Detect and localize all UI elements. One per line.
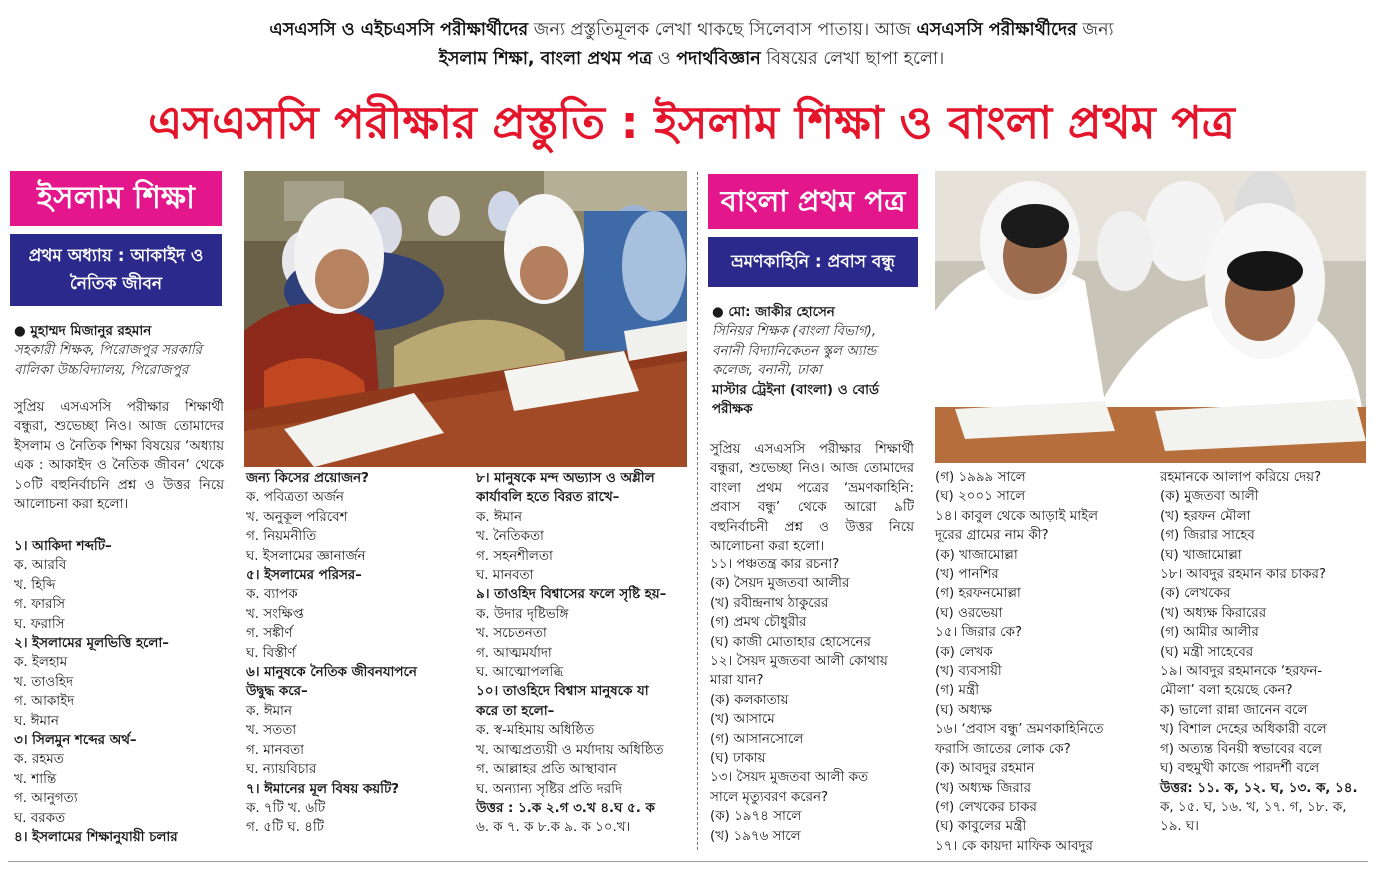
question-line: ১৯. ঘ। — [1160, 819, 1199, 835]
question-line: ক. পবিত্রতা অর্জন — [246, 490, 344, 506]
question-line: (ঘ) অধ্যক্ষ — [935, 702, 992, 718]
question-line: ঘ) বহুমুখী কাজে পারদর্শী বলে — [1160, 761, 1320, 777]
question-line: গ. নিয়মনীতি — [246, 529, 317, 545]
column-divider — [697, 172, 698, 850]
question-line: খ. অনুকূল পরিবেশ — [246, 509, 348, 525]
question-line: ১২। সৈয়দ মুজতবা আলী কোথায় — [710, 654, 888, 670]
question-line: (গ) প্রমথ চৌধুরীর — [710, 615, 807, 631]
bangla-exam-photo — [935, 171, 1366, 463]
question-line: (ঘ) ঢাকায় — [710, 751, 766, 767]
question-line: খ. সততা — [246, 723, 297, 739]
page-headline: এসএসসি পরীক্ষার প্রস্তুতি : ইসলাম শিক্ষা ও বাংলা প্রথম পত্র — [148, 96, 1235, 149]
question-line: ৩। সিলমুন শব্দের অর্থ– — [14, 733, 137, 749]
question-line: (ক) মুজতবা আলী — [1160, 489, 1259, 505]
question-line: ঘ. বরকত — [14, 810, 66, 826]
bangla-chapter-label: ভ্রমণকাহিনি : প্রবাস বন্ধু — [731, 252, 895, 272]
question-line: ক. ইলহাম — [14, 655, 68, 671]
bangla-questions-col-1 — [710, 555, 925, 846]
question-line: মৌলা’ বলা হয়েছে কেন? — [1160, 683, 1293, 699]
bangla-author-title: সিনিয়র শিক্ষক (বাংলা বিভাগ), — [712, 324, 877, 340]
question-line: ক. আরবি — [14, 558, 67, 574]
question-line: (গ) লেখকের চাকর — [935, 799, 1037, 815]
question-line: (ক) খাজামোল্লা — [935, 547, 1018, 563]
question-line: (ক) কলকাতায় — [710, 692, 789, 708]
intro-highlight: এসএসসি ও এইচএসসি পরীক্ষার্থীদের — [269, 20, 529, 40]
bangla-author-title: মাস্টার ট্রেইনা (বাংলা) ও বোর্ড — [712, 382, 879, 398]
islam-author-title: সহকারী শিক্ষক, পিরোজপুর সরকারি — [14, 343, 202, 359]
question-line: (খ) পানশির — [935, 567, 999, 583]
question-line: (খ) অধ্যক্ষ কিরারের — [1160, 605, 1267, 621]
question-line: ৫। ইসলামের পরিসর– — [246, 568, 362, 584]
intro-highlight: ইসলাম শিক্ষা, বাংলা প্রথম পত্র — [438, 49, 653, 69]
question-line: ১৯। আবদুর রহমানকে ‘হরফন- — [1160, 664, 1323, 680]
bangla-intro-paragraph — [710, 440, 914, 556]
question-line: (ক) সৈয়দ মুজতবা আলীর — [710, 576, 850, 592]
question-line: (ঘ) খাজামোল্লা — [1160, 547, 1242, 563]
islam-author-block — [14, 322, 224, 380]
question-line: ৪। ইসলামের শিক্ষানুযায়ী চলার — [14, 830, 178, 846]
question-line: ক. ব্যাপক — [246, 587, 298, 603]
question-line: গ) অত্যন্ত বিনয়ী স্বভাবের বলে — [1160, 741, 1322, 757]
question-line: (ঘ) মন্ত্রী সাহেবের — [1160, 644, 1254, 660]
bangla-author-block — [712, 303, 927, 419]
question-line: কার্যাবলি হতে বিরত রাখে– — [476, 490, 620, 506]
question-line: মারা যান? — [710, 673, 764, 689]
question-line: খ. তাওহিদ — [14, 674, 73, 690]
question-line: খ) বিশাল দেহের অধিকারী বলে — [1160, 722, 1327, 738]
question-line: (ঘ) কাবুলের মন্ত্রী — [935, 819, 1027, 835]
question-line: ৯। তাওহিদ বিশ্বাসের ফলে সৃষ্টি হয়– — [476, 587, 667, 603]
question-line: খ. সচেতনতা — [476, 626, 547, 642]
question-line: গ. সঙ্কীর্ণ — [246, 626, 293, 642]
intro-text: জন্য — [1082, 20, 1114, 40]
bangla-intro-text: সুপ্রিয় এসএসসি পরীক্ষার শিক্ষার্থী বন্ধুরা, শুভেচ্ছা নিও। আজ তোমাদের বাংলা প্রথম পত্রের ‘ভ্রমণকাহিনি: প্রবাস বন্ধু’ থেকে আরো ৯টি বহুনির্বাচনী প্রশ্ন ও উত্তর নিয়ে আলোচনা করা হলো। — [710, 442, 914, 555]
question-line: ঘ. বিস্তীর্ণ — [246, 645, 296, 661]
question-line: উদ্বুদ্ধ করে– — [246, 684, 308, 700]
question-line: ক. রহমত — [14, 752, 64, 768]
islam-chapter-line: প্রথম অধ্যায় : আকাইদ ও — [28, 246, 204, 266]
question-line: খ. নৈতিকতা — [476, 529, 544, 545]
question-line: গ. আত্মমর্যাদা — [476, 645, 552, 661]
question-line: উত্তর: ১১. ক, ১২. ঘ, ১৩. ক, ১৪. — [1160, 780, 1358, 796]
bottom-rule — [8, 861, 1368, 862]
question-line: ১৪। কাবুল থেকে আড়াই মাইল — [935, 508, 1099, 524]
question-line: (ঘ) কাজী মোতাহার হোসেনের — [710, 634, 871, 650]
question-line: গ. মানবতা — [246, 742, 304, 758]
islam-intro-paragraph — [14, 398, 224, 514]
question-line: (গ) মন্ত্রী — [935, 683, 980, 699]
question-line: গ. আনুগত্য — [14, 791, 78, 807]
author-bullet: ● — [712, 305, 724, 320]
question-line: (গ) জিরার সাহেব — [1160, 528, 1255, 544]
question-line: ঘ. ন্যায়বিচার — [246, 762, 317, 778]
question-line: ক. ঈমান — [476, 509, 522, 525]
question-line: ১৫। জিরার কে? — [935, 625, 1023, 641]
bangla-author-name: মো: জাকীর হোসেন — [728, 305, 835, 320]
bangla-chapter-box — [708, 237, 918, 287]
question-line: ঘ. ইসলামের জ্ঞানার্জন — [246, 548, 366, 564]
question-line: (খ) হরফন মৌলা — [1160, 508, 1251, 524]
question-line: ১৭। কে কায়দা মাফিক আবদুর — [935, 838, 1093, 854]
intro-line-2 — [0, 45, 1383, 74]
question-line: (গ) আমীর আলীর — [1160, 625, 1259, 641]
question-line: ক) ভালো রান্না জানেন বলে — [1160, 702, 1308, 718]
intro-line-1 — [0, 16, 1383, 45]
islam-chapter-line: নৈতিক জীবন — [69, 274, 163, 294]
question-line: (ঘ) ওরভেয়া — [935, 605, 1003, 621]
question-line: ১০। তাওহিদে বিশ্বাস মানুষকে যা — [476, 684, 649, 700]
question-line: (গ) আসানসোলে — [710, 731, 804, 747]
islam-questions-col-3 — [476, 469, 691, 838]
islam-intro-text: সুপ্রিয় এসএসসি পরীক্ষার শিক্ষার্থী বন্ধুরা, শুভেচ্ছা নিও। আজ তোমাদের ইসলাম ও নৈতিক শিক্ষা বিষয়ের ‘অধ্যায় এক : আকাইদ ও নৈতিক জীবন’ থেকে ১০টি বহুনির্বাচনি প্রশ্ন ও উত্তর নিয়ে আলোচনা করা হলো। — [14, 400, 224, 513]
islam-author-title: বালিকা উচ্চবিদ্যালয়, পিরোজপুর — [14, 362, 189, 378]
intro-highlight: এসএসসি পরীক্ষার্থীদের — [916, 20, 1077, 40]
bangla-author-title: পরীক্ষক — [712, 402, 753, 418]
intro-highlight: পদার্থবিজ্ঞান — [676, 49, 761, 69]
islam-questions-col-2 — [246, 469, 471, 838]
question-line: ঘ. আত্মোপলব্ধি — [476, 665, 564, 681]
islam-tag-label: ইসলাম শিক্ষা — [36, 180, 195, 216]
question-line: ফরাসি জাতের লোক কে? — [935, 741, 1071, 757]
question-line: ঘ. মানবতা — [476, 568, 534, 584]
bangla-section-tag — [708, 174, 918, 229]
question-line: ১১। পঞ্চতন্ত্র কার রচনা? — [710, 557, 840, 572]
question-line: ১৩। সৈয়দ মুজতবা আলী কত — [710, 770, 869, 786]
bangla-questions-col-2 — [935, 468, 1150, 856]
question-line: খ. সংক্ষিপ্ত — [246, 606, 304, 622]
intro-text: ও — [657, 49, 671, 69]
question-line: ঘ. ঈমান — [14, 713, 59, 729]
question-line: ক. ঈমান — [246, 703, 292, 719]
question-line: খ. শান্তি — [14, 771, 57, 787]
question-line: ৬। মানুষকে নৈতিক জীবনযাপনে — [246, 665, 417, 681]
question-line: গ. আকাইদ — [14, 694, 75, 710]
question-line: গ. আল্লাহর প্রতি আস্থাবান — [476, 762, 617, 778]
bangla-tag-label: বাংলা প্রথম পত্র — [720, 184, 906, 218]
question-line: ক. ৭টি খ. ৬টি — [246, 800, 326, 816]
question-line: গ. ফারসি — [14, 597, 66, 613]
question-line: (খ) আসামে — [710, 712, 775, 728]
question-line: ২। ইসলামের মূলভিত্তি হলো– — [14, 636, 169, 652]
question-line: খ. আত্মপ্রত্যয়ী ও মর্যাদায় অধিষ্ঠিত — [476, 742, 664, 758]
question-line: ৭। ঈমানের মূল বিষয় কয়টি? — [246, 781, 400, 797]
question-line: (গ) ১৯৯৯ সালে — [935, 470, 1026, 485]
question-line: (খ) ব্যবসায়ী — [935, 664, 1002, 680]
question-line: গ. ৫টি ঘ. ৪টি — [246, 820, 324, 836]
question-line: করে তা হলো– — [476, 703, 555, 719]
question-line: (গ) হরফনমোল্লা — [935, 586, 1021, 602]
question-line: সালে মৃত্যুবরণ করেন? — [710, 789, 829, 805]
question-line: (ক) আবদুর রহমান — [935, 761, 1035, 777]
islam-chapter-box — [10, 234, 222, 306]
question-line: ঘ. ফরাসি — [14, 616, 65, 632]
intro-text: জন্য প্রস্তুতিমূলক লেখা থাকছে সিলেবাস পাতায়। আজ — [533, 20, 911, 40]
islam-section-tag — [10, 171, 222, 226]
question-line: খ. হিব্দি — [14, 577, 56, 593]
question-line: দূরের গ্রামের নাম কী? — [935, 528, 1049, 544]
question-line: গ. সহনশীলতা — [476, 548, 553, 564]
question-line: ক. উদার দৃষ্টিভঙ্গি — [476, 606, 569, 622]
question-line: উত্তর : ১.ক ২.গ ৩.খ ৪.ঘ ৫. ক — [476, 800, 655, 816]
question-line: জন্য কিসের প্রয়োজন? — [246, 471, 369, 486]
question-line: ক. স্ব-মহিমায় অধিষ্ঠিত — [476, 723, 595, 739]
bangla-author-title: কলেজ, বনানী, ঢাকা — [712, 363, 822, 379]
bangla-questions-col-3 — [1160, 468, 1370, 837]
question-line: (ঘ) ২০০১ সালে — [935, 489, 1026, 505]
question-line: রহমানকে আলাপ করিয়ে দেয়? — [1160, 470, 1322, 485]
author-bullet: ● — [14, 324, 26, 339]
intro-note — [0, 16, 1383, 74]
question-line: ৬. ক ৭. ক ৮.ক ৯. ক ১০.খ। — [476, 820, 631, 836]
question-line: (ক) লেখক — [935, 644, 993, 660]
islam-author-name: মুহাম্মদ মিজানুর রহমান — [30, 324, 152, 339]
intro-text: বিষয়ের লেখা ছাপা হলো। — [766, 49, 945, 69]
question-line: ক, ১৫. ঘ, ১৬. খ, ১৭. গ, ১৮. ক, — [1160, 799, 1347, 815]
question-line: ৮। মানুষকে মন্দ অভ্যাস ও অশ্লীল — [476, 471, 655, 486]
question-line: ১৬। ‘প্রবাস বন্ধু’ ভ্রমণকাহিনিতে — [935, 722, 1104, 738]
question-line: (খ) রবীন্দ্রনাথ ঠাকুরের — [710, 595, 829, 611]
bangla-author-title: বনানী বিদ্যানিকেতন স্কুল অ্যান্ড — [712, 343, 877, 359]
question-line: (খ) ১৯৭৬ সালে — [710, 828, 801, 844]
question-line: (খ) অধ্যক্ষ জিরার — [935, 780, 1032, 796]
question-line: ১৮। আবদুর রহমান কার চাকর? — [1160, 567, 1326, 583]
question-line: (ক) ১৯৭৪ সালে — [710, 809, 802, 825]
question-line: ঘ. অন্যান্য সৃষ্টির প্রতি দরদি — [476, 781, 622, 797]
question-line: ১। আকিদা শব্দটি– — [14, 539, 112, 554]
question-line: (ক) লেখকের — [1160, 586, 1231, 602]
islam-exam-photo — [244, 171, 687, 467]
islam-questions-col-1 — [14, 537, 229, 848]
